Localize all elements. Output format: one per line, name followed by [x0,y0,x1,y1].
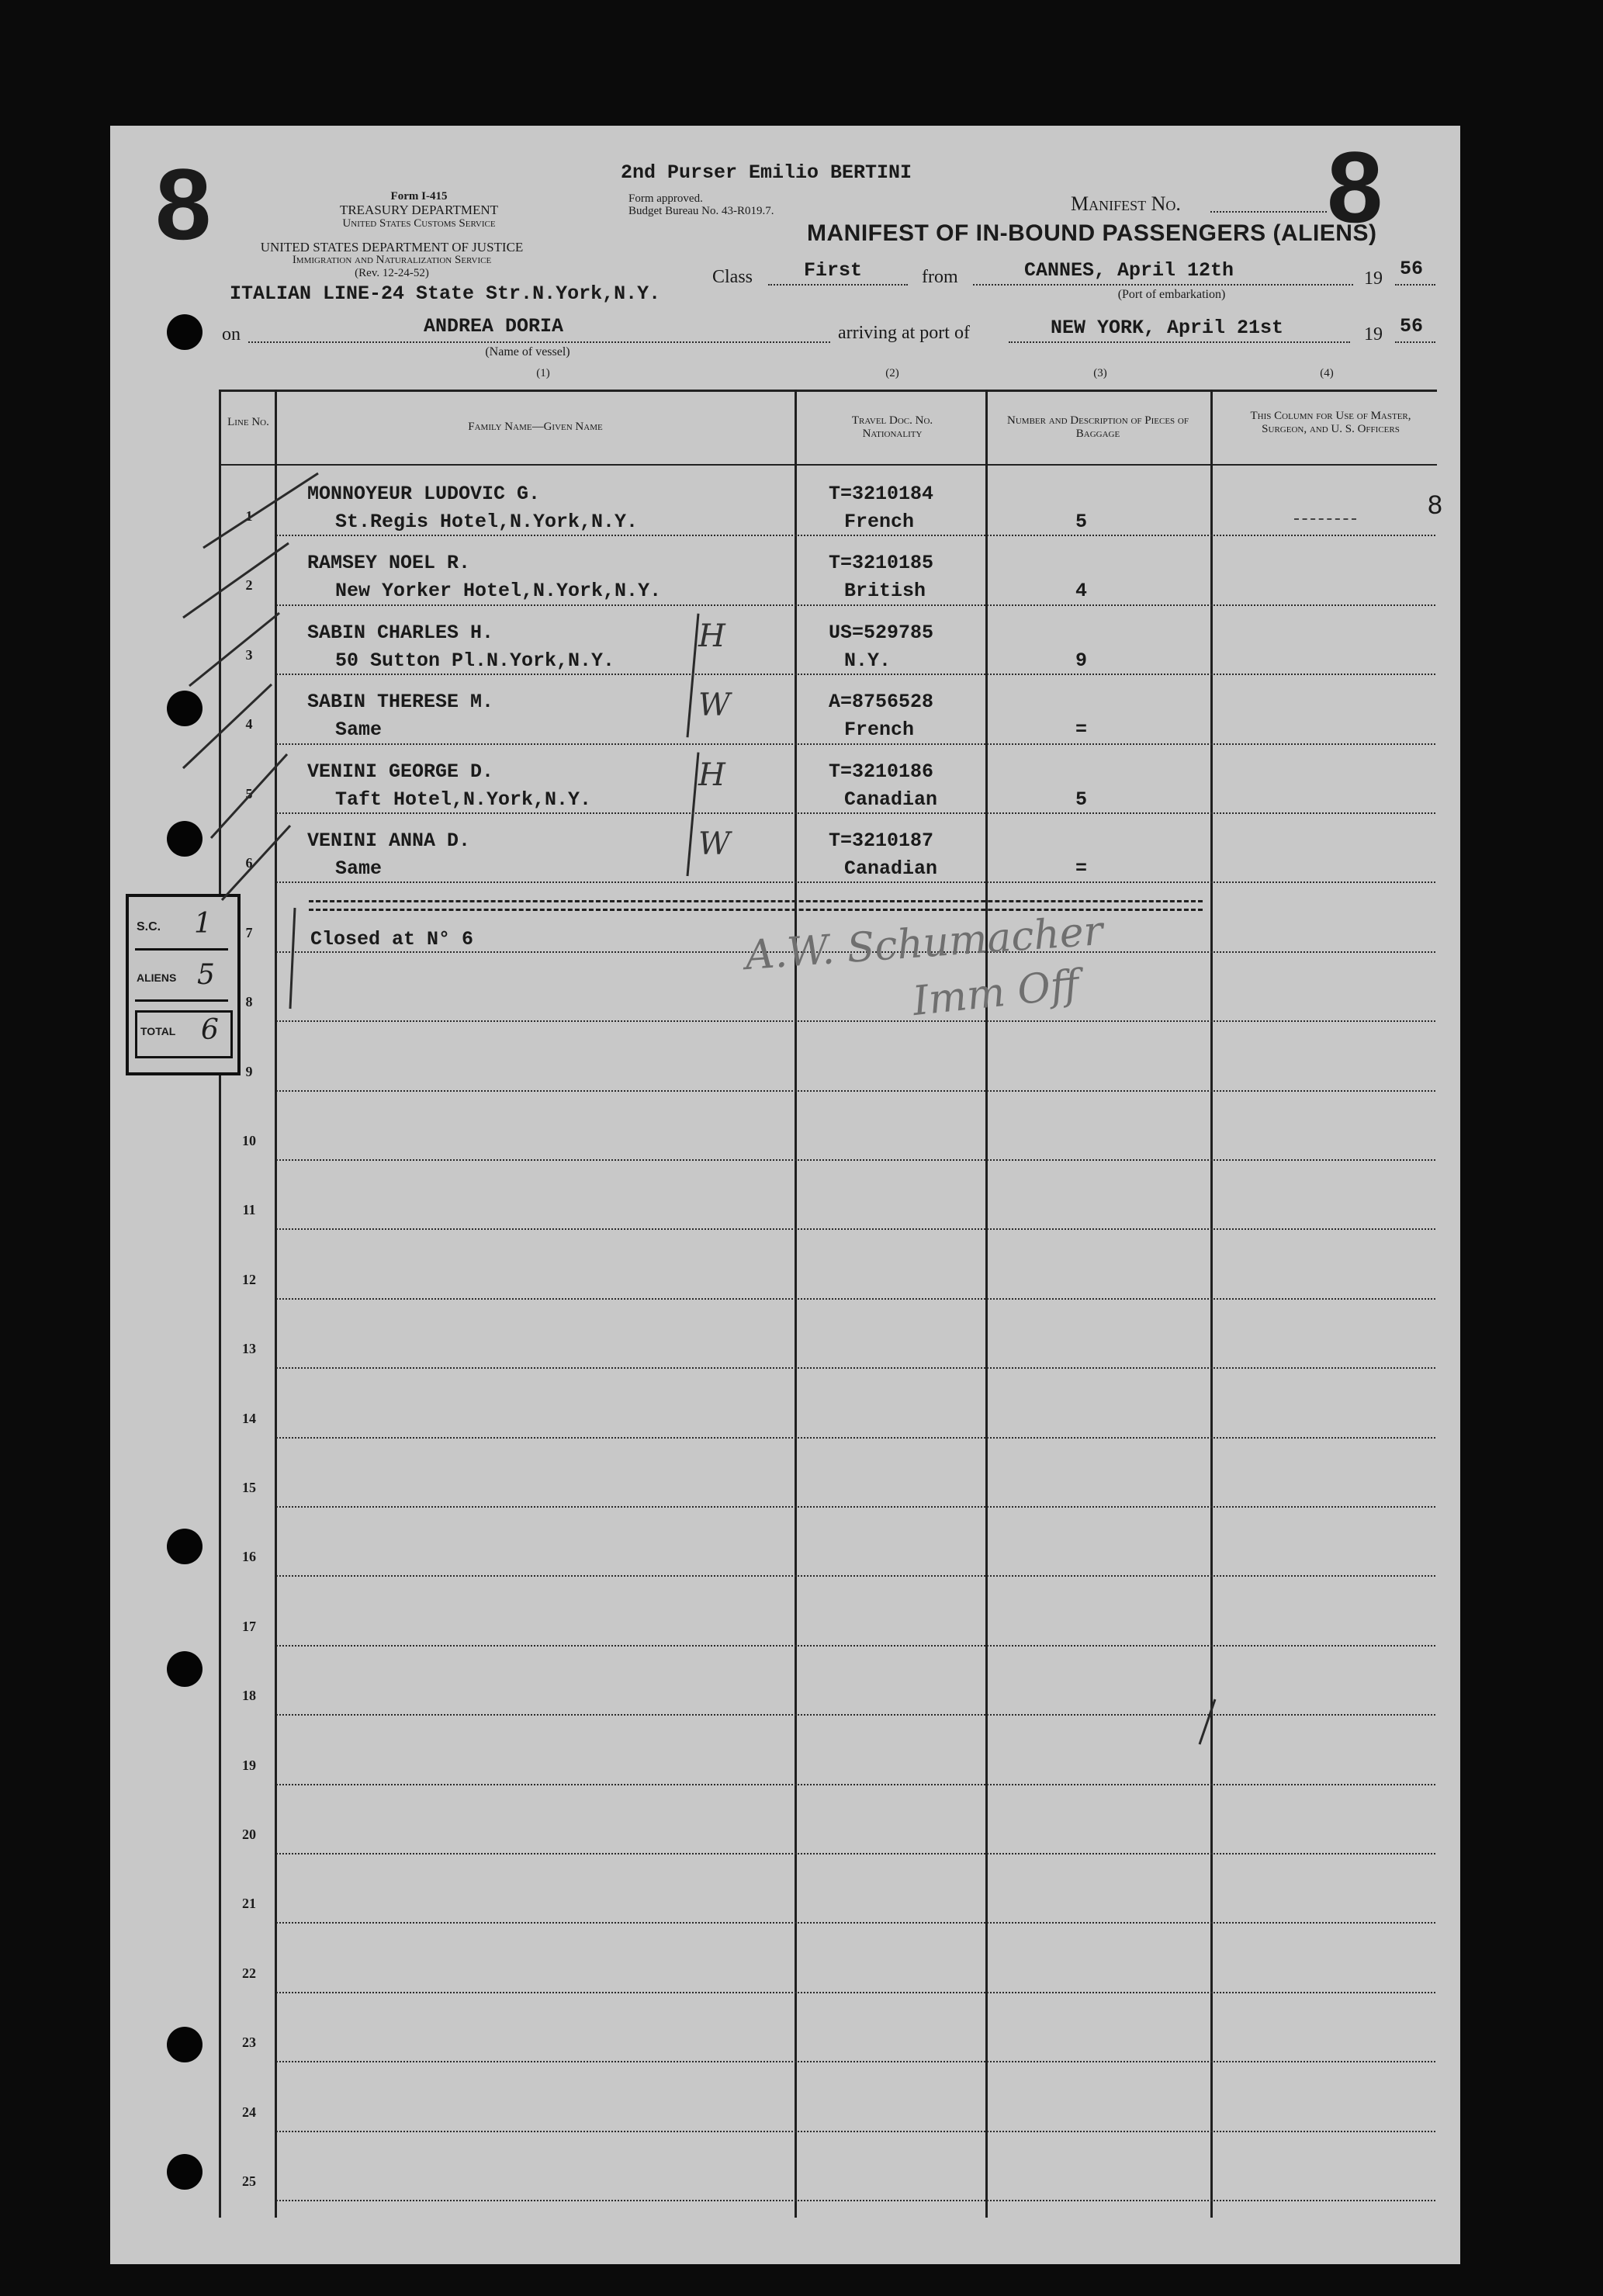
row-rule [276,2200,1435,2201]
nationality: French [844,511,915,533]
customs-label: United States Customs Service [342,217,496,230]
embarkation-caption: (Port of embarkation) [1117,288,1226,301]
line-number: 18 [242,1688,256,1703]
baggage-count: = [1075,719,1088,741]
col-header-line-no: Line No. [227,416,269,428]
line-number: 12 [242,1272,256,1287]
row-rule [276,604,1435,606]
punch-hole [167,314,203,350]
purser-line: 2nd Purser Emilio BERTINI [621,161,912,184]
embark-year: 56 [1400,258,1424,280]
baggage-count: = [1075,857,1088,880]
nationality: Canadian [844,788,938,811]
class-value: First [804,259,863,282]
stamp-label-aliens: ALIENS [137,971,177,984]
nationality: British [844,580,926,602]
travel-doc-number: US=529785 [829,622,934,644]
row-rule [276,1159,1435,1161]
table-header-border [219,464,1437,466]
row-rule [276,1645,1435,1647]
page-title: MANIFEST OF IN-BOUND PASSENGERS (ALIENS) [807,220,1377,246]
officer-note: 8 [1428,490,1442,520]
nationality: N.Y. [844,649,892,672]
punch-hole [167,691,203,726]
manifest-no-field [1210,211,1327,213]
stamp-label-total: TOTAL [140,1025,176,1037]
on-label: on [222,324,241,345]
col-num-3: (3) [1093,367,1107,379]
line-number: 1 [245,508,253,524]
line-number: 16 [242,1549,256,1564]
count-stamp [126,894,241,1075]
baggage-count: 5 [1075,511,1088,533]
embark-year-prefix: 19 [1364,268,1383,289]
manifest-no-label: Manifest No. [1071,192,1181,215]
row-rule [276,1020,1435,1022]
passenger-name: MONNOYEUR LUDOVIC G. [307,483,541,505]
page-number-right: 8 [1327,130,1383,244]
relationship-mark: H [698,757,725,793]
passenger-address: Same [335,719,383,741]
nationality: Canadian [844,857,938,880]
stamp-value-total: 6 [201,1014,219,1046]
punch-hole [167,1651,203,1687]
rev-label: (Rev. 12-24-52) [355,267,429,279]
line-number: 23 [242,2035,256,2050]
baggage-count: 5 [1075,788,1088,811]
baggage-count: 4 [1075,580,1088,602]
row-rule [276,1506,1435,1508]
travel-doc-number: T=3210187 [829,829,934,852]
passenger-address: New Yorker Hotel,N.York,N.Y. [335,580,662,602]
line-number: 22 [242,1965,256,1981]
row-rule [276,674,1435,675]
officer-signature: A.W. Schumacher [743,907,1105,980]
passenger-address: Taft Hotel,N.York,N.Y. [335,788,592,811]
row-rule [276,1437,1435,1439]
row-rule [276,2061,1435,2062]
officer-title: Imm Off [910,961,1082,1026]
passenger-name: VENINI GEORGE D. [307,760,494,783]
arrival-year-prefix: 19 [1364,324,1383,345]
form-number: Form I-415 [390,190,448,203]
line-number: 21 [242,1896,256,1911]
table-top-border [219,390,1437,392]
col-header-baggage: Number and Description of Pieces of Baggage [1007,414,1189,440]
justice-label: UNITED STATES DEPARTMENT OF JUSTICE [260,240,524,255]
line-number: 24 [242,2104,256,2120]
col-num-4: (4) [1320,367,1334,379]
vessel-caption: (Name of vessel) [485,345,570,358]
relationship-mark: W [698,687,731,723]
row-rule [276,1922,1435,1924]
passenger-name: SABIN CHARLES H. [307,622,494,644]
row-rule [276,881,1435,883]
passenger-name: SABIN THERESE M. [307,691,494,713]
from-label: from [922,267,958,287]
row-rule [276,1853,1435,1854]
col-header-officers: This Column for Use of Master, Surgeon, and U. S. Officers [1250,410,1411,435]
closed-at-text: Closed at N° 6 [310,928,474,951]
row-rule [276,1367,1435,1369]
row-rule [276,812,1435,814]
line-number: 3 [245,647,253,663]
stamp-value-sc: 1 [194,908,212,940]
form-approved: Form approved. [628,192,703,205]
row-rule [276,1298,1435,1300]
travel-doc-number: T=3210184 [829,483,934,505]
line-number: 9 [245,1064,253,1079]
shipping-agent: ITALIAN LINE-24 State Str.N.York,N.Y. [230,282,661,305]
baggage-count: 9 [1075,649,1088,672]
ins-label: Immigration and Naturalization Service [292,254,492,266]
row-rule [276,1228,1435,1230]
passenger-address: 50 Sutton Pl.N.York,N.Y. [335,649,615,672]
row-rule [276,743,1435,745]
row-rule [276,1090,1435,1092]
col-num-1: (1) [536,367,550,379]
punch-hole [167,2027,203,2062]
line-number: 8 [245,994,253,1009]
col-header-name: Family Name—Given Name [468,421,603,433]
col-header-travel-doc: Travel Doc. No. Nationality [851,414,933,440]
arrival-year: 56 [1400,315,1424,338]
arriving-label: arriving at port of [838,323,970,343]
page-number-left: 8 [155,147,212,261]
line-number: 13 [242,1341,256,1356]
arrival-port: NEW YORK, April 21st [1051,317,1284,339]
line-number: 25 [242,2173,256,2189]
passenger-name: RAMSEY NOEL R. [307,552,471,574]
travel-doc-number: A=8756528 [829,691,934,713]
nationality: French [844,719,915,741]
line-number: 7 [245,925,253,940]
relationship-mark: H [698,618,725,654]
table-left-border [219,390,221,2218]
line-number: 15 [242,1480,256,1495]
officer-marks [1294,518,1356,520]
row-rule [276,1714,1435,1716]
row-rule [276,2131,1435,2132]
travel-doc-number: T=3210185 [829,552,934,574]
relationship-mark: W [698,826,731,862]
row-rule [276,535,1435,536]
vessel-name: ANDREA DORIA [424,315,564,338]
line-number: 5 [245,786,253,802]
treasury-label: TREASURY DEPARTMENT [339,203,499,217]
line-number: 19 [242,1757,256,1773]
col-num-2: (2) [885,367,899,379]
line-number: 14 [242,1411,256,1426]
line-number: 20 [242,1827,256,1842]
budget-bureau: Budget Bureau No. 43-R019.7. [628,205,774,217]
row-rule [276,1575,1435,1577]
stamp-value-aliens: 5 [197,959,215,991]
line-number: 17 [242,1619,256,1634]
line-number: 2 [245,577,253,593]
punch-hole [167,821,203,857]
manifest-page [110,126,1460,2264]
line-number: 6 [245,855,253,871]
travel-doc-number: T=3210186 [829,760,934,783]
punch-hole [167,1529,203,1564]
passenger-address: St.Regis Hotel,N.York,N.Y. [335,511,639,533]
stamp-label-sc: S.C. [137,920,161,933]
class-label: Class [712,267,753,287]
row-rule [276,1784,1435,1785]
line-number: 10 [242,1133,256,1148]
passenger-address: Same [335,857,383,880]
line-number: 4 [245,716,253,732]
row-rule [276,1992,1435,1993]
embarkation-port: CANNES, April 12th [1024,259,1234,282]
punch-hole [167,2154,203,2190]
passenger-name: VENINI ANNA D. [307,829,471,852]
line-number: 11 [242,1202,256,1217]
